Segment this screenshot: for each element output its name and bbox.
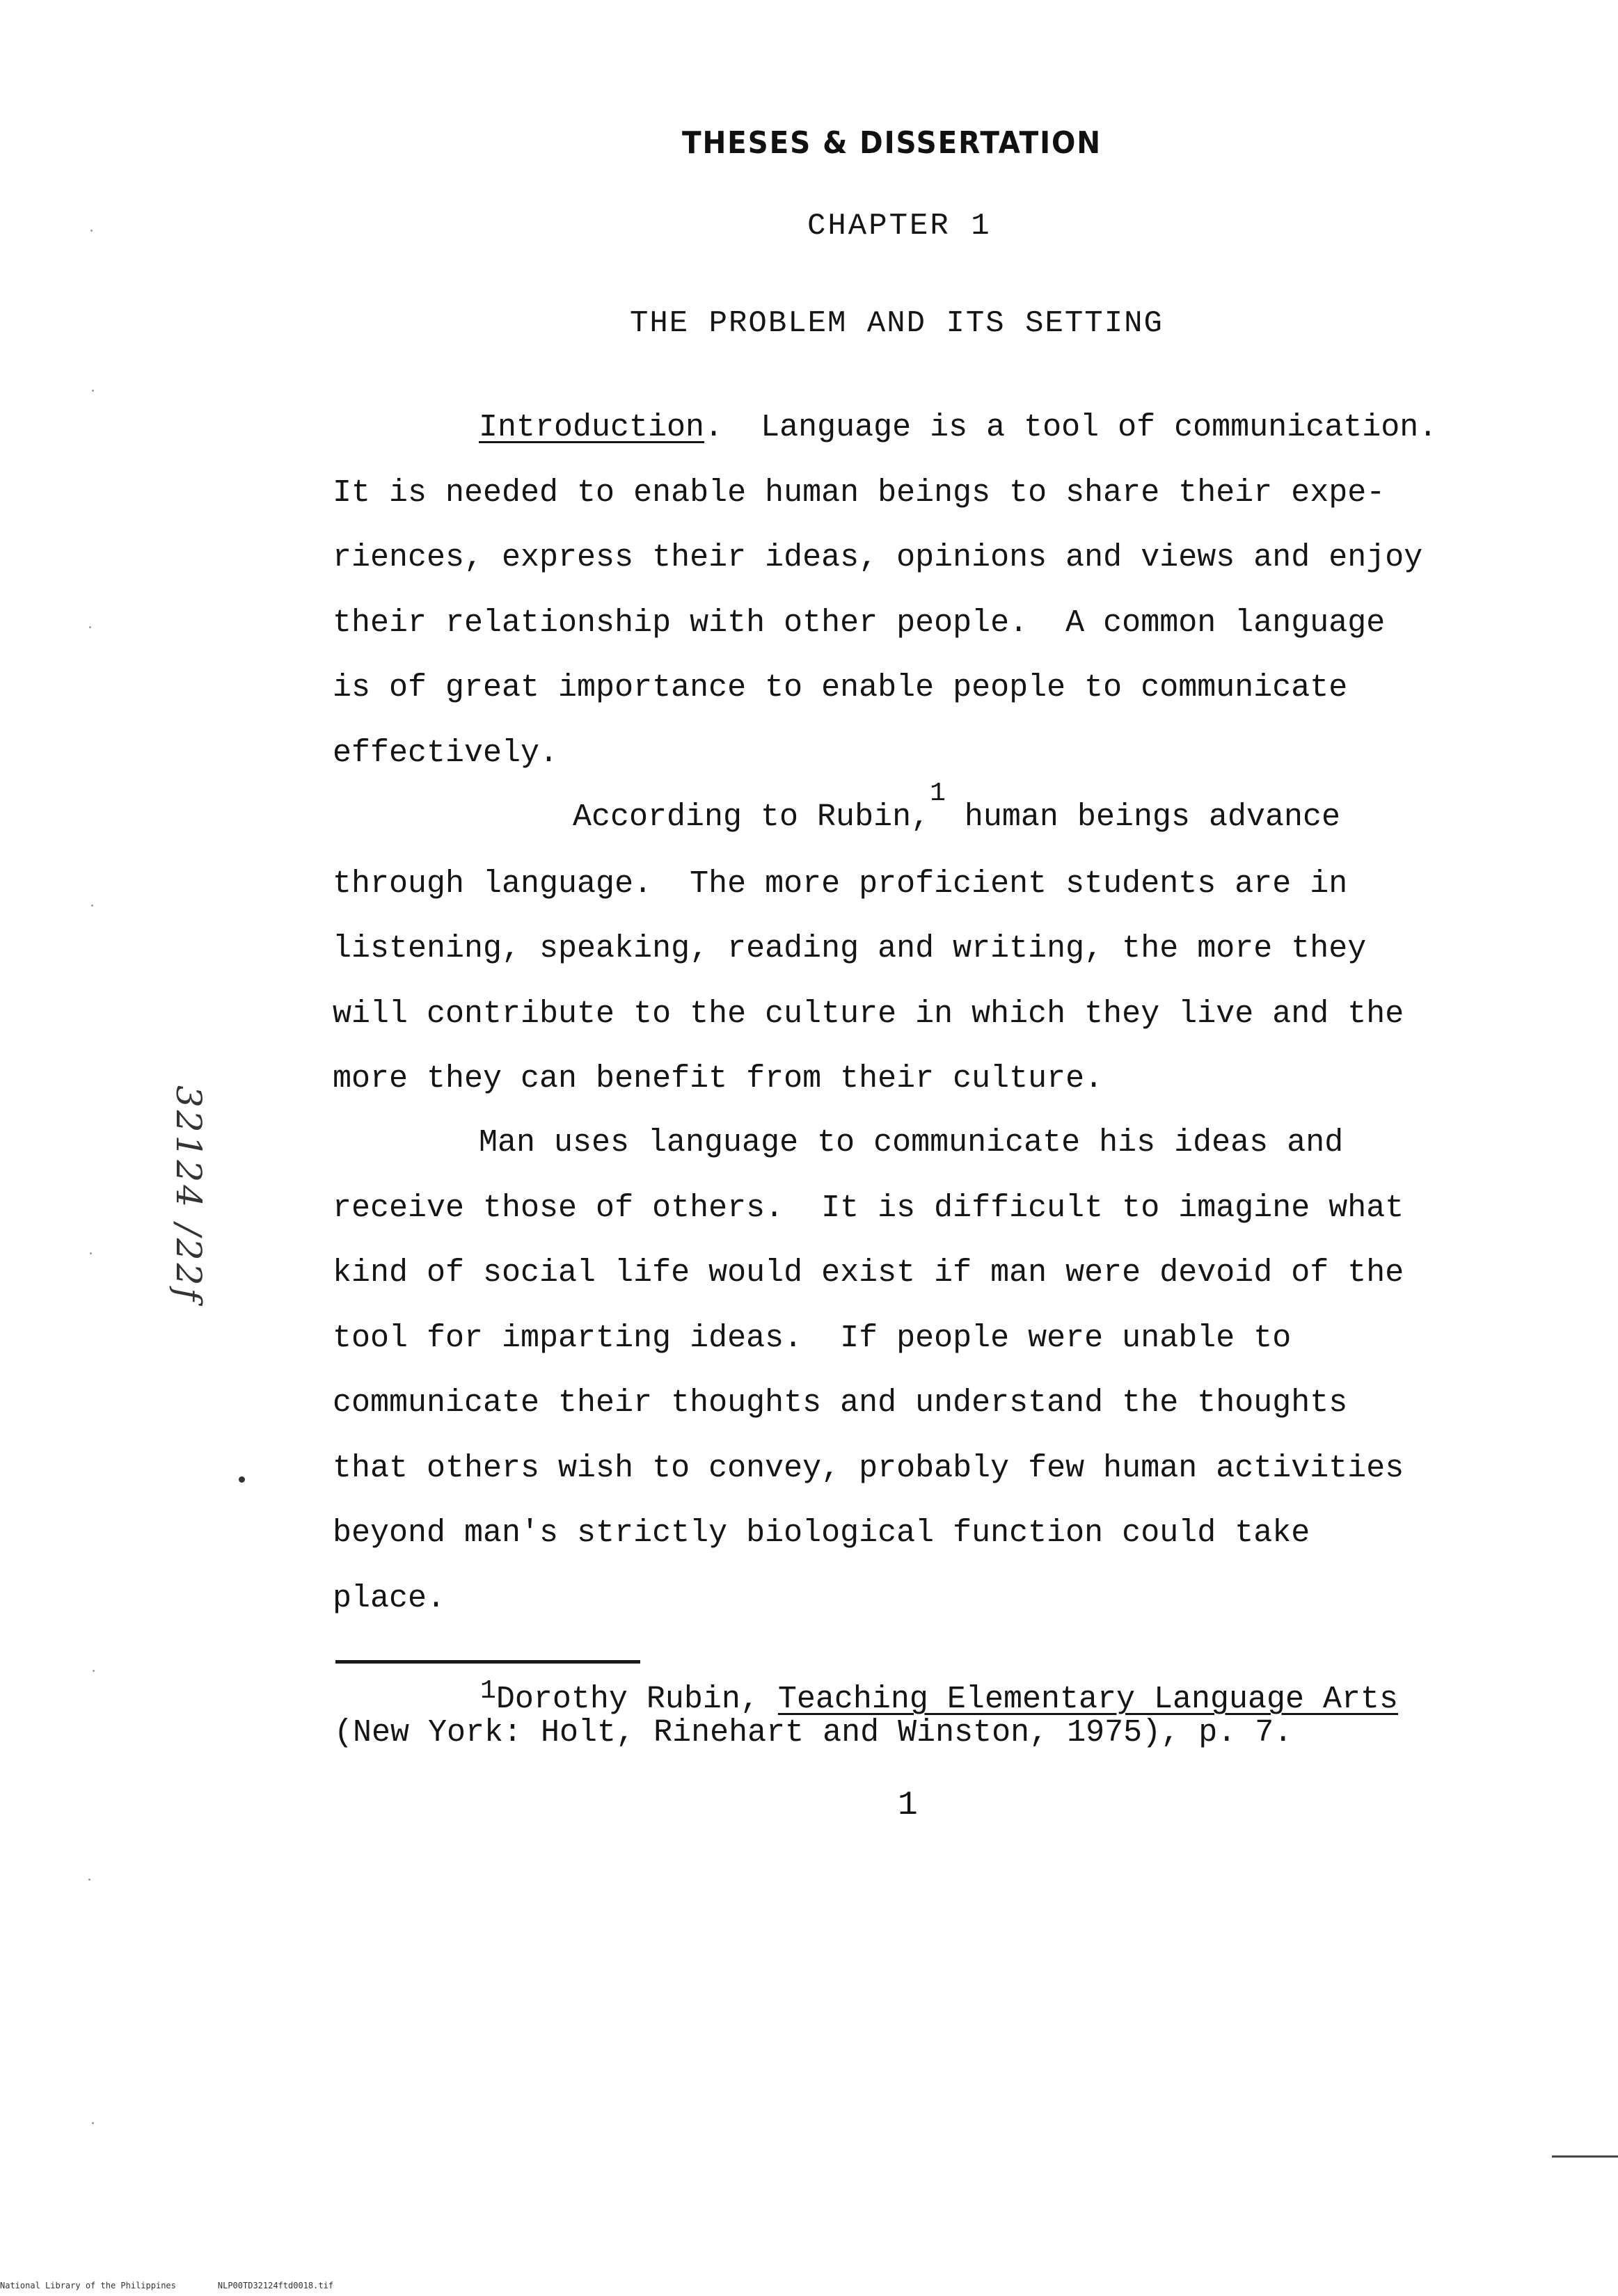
footnote-divider: [335, 1660, 640, 1664]
text-line: effectively.: [333, 735, 559, 771]
footnote-marker: 1: [480, 1676, 496, 1706]
text-line: place.: [333, 1580, 446, 1616]
text-line: through language. The more proficient students are in: [333, 866, 1348, 902]
chapter-label: CHAPTER 1: [807, 209, 992, 244]
scan-footer: [0, 2281, 375, 2290]
text-line: According to Rubin,$^1$ human beings advance: [573, 779, 1340, 835]
text-line: listening, speaking, reading and writing, the more they: [333, 931, 1367, 966]
text-line: is of great importance to enable people to communicate: [333, 670, 1348, 705]
introduction-label: Introduction: [479, 410, 705, 445]
text-line: It is needed to enable human beings to share their expe-: [333, 475, 1386, 511]
chapter-heading: THE PROBLEM AND ITS SETTING: [630, 306, 1164, 341]
scan-speck: [90, 230, 93, 232]
handwritten-margin-note: 32124 /22f: [168, 1085, 209, 1304]
text-line: more they can benefit from their culture.: [333, 1061, 1104, 1097]
scan-speck: [89, 626, 91, 628]
scan-speck: [93, 1670, 95, 1672]
text-line: will contribute to the culture in which they live and the: [333, 996, 1404, 1032]
ink-dot: [239, 1476, 245, 1483]
library-label: National Library of the Philippines: [0, 2281, 176, 2290]
paragraph-introduction: [333, 395, 1516, 786]
paragraph-man-uses-language: [333, 1110, 1516, 1631]
theses-dissertation-stamp: THESES & DISSERTATION: [682, 125, 1102, 161]
footnote-line: (New York: Holt, Rinehart and Winston, 1975), p. 7.: [334, 1715, 1293, 1751]
scan-speck: [92, 2122, 94, 2124]
text-line: communicate their thoughts and understand the thoughts: [333, 1385, 1348, 1421]
page-number: 1: [898, 1787, 918, 1824]
footnote-reference: 1: [930, 779, 946, 808]
scan-speck: [92, 390, 94, 392]
scan-speck: [88, 1879, 90, 1881]
scan-speck: [90, 1252, 92, 1254]
edge-mark: [1552, 2155, 1618, 2158]
paragraph-rubin: [333, 779, 1516, 1112]
footnote: [334, 1676, 1399, 1751]
text-line: that others wish to convey, probably few human activities: [333, 1450, 1404, 1486]
text-line: Man uses language to communicate his ideas and: [479, 1125, 1344, 1161]
scan-speck: [91, 904, 93, 907]
text-line: tool for imparting ideas. If people were unable to: [333, 1320, 1292, 1356]
text-line: kind of social life would exist if man were devoid of the: [333, 1255, 1404, 1291]
text-line: riences, express their ideas, opinions and views and enjoy: [333, 540, 1423, 575]
file-name-label: NLP00TD32124ftd0018.tif: [217, 2281, 334, 2290]
footnote-book-title: Teaching Elementary Language Arts: [777, 1682, 1399, 1717]
text-line: beyond man's strictly biological function could take: [333, 1515, 1310, 1551]
text-line: their relationship with other people. A common language: [333, 605, 1386, 641]
text-line: Introduction. Language is a tool of communication.: [479, 410, 1438, 445]
footnote-line: $^1$Dorothy Rubin, Teaching Elementary Language Arts: [480, 1676, 1399, 1717]
text-line: receive those of others. It is difficult to imagine what: [333, 1190, 1404, 1226]
